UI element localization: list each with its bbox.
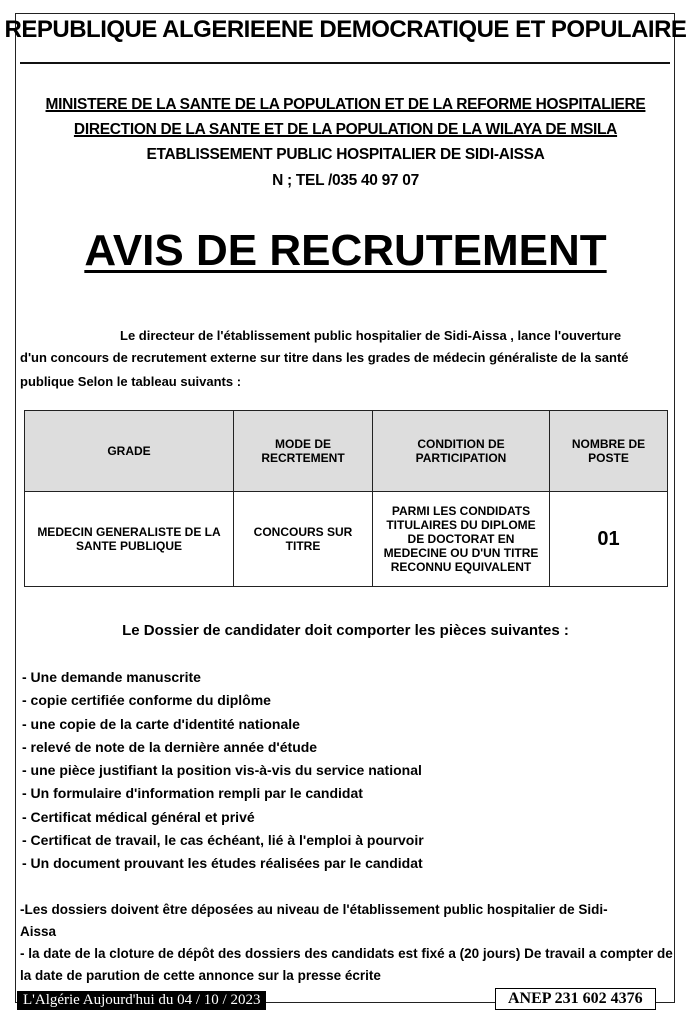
list-item: - Un formulaire d'information rempli par le candidat <box>22 785 363 802</box>
list-item: - Un document prouvant les études réalisées par le candidat <box>22 855 423 872</box>
establishment-line: ETABLISSEMENT PUBLIC HOSPITALIER DE SIDI-AISSA <box>146 146 545 163</box>
table-row <box>25 492 668 587</box>
list-item: - Certificat médical général et privé <box>22 808 255 825</box>
list-item: - Certificat de travail, le cas échéant, lié à l'emploi à pourvoir <box>22 832 424 849</box>
list-item: - une pièce justifiant la position vis-à-vis du service national <box>22 762 422 779</box>
page-title: AVIS DE RECRUTEMENT <box>84 226 607 275</box>
header-grade: GRADE <box>25 411 234 492</box>
table-header-row <box>25 411 668 492</box>
direction-line: DIRECTION DE LA SANTE ET DE LA POPULATION DE LA WILAYA DE MSILA <box>73 121 618 138</box>
cell-condition: PARMI LES CONDIDATS TITULAIRES DU DIPLOME DE DOCTORAT EN MEDECINE OU D'UN TITRE RECONNU EQUIVALENT <box>373 492 550 587</box>
deposit-note: -Les dossiers doivent être déposées au niveau de l'établissement public hospitalier de Sidi-Aissa <box>20 902 608 939</box>
intro-line-1: Le directeur de l'établissement public hospitalier de Sidi-Aissa , lance l'ouverture <box>120 328 622 343</box>
header-count: NOMBRE DE POSTE <box>550 411 668 492</box>
deadline-note: - la date de la cloture de dépôt des dossiers des candidats est fixé a (20 jours) De travail a compter de la date de parution de cette annonce sur la presse écrite <box>20 946 673 983</box>
recruitment-table <box>24 410 668 587</box>
list-item: - Une demande manuscrite <box>22 669 201 685</box>
header-divider <box>20 62 670 64</box>
header-condition: CONDITION DE PARTICIPATION <box>373 411 550 492</box>
cell-mode: CONCOURS SUR TITRE <box>234 492 373 587</box>
republic-title: REPUBLIQUE ALGERIEENE DEMOCRATIQUE ET POPULAIRE <box>4 16 687 43</box>
list-item: - relevé de note de la dernière année d'étude <box>22 738 318 755</box>
intro-line-3: publique Selon le tableau suivants : <box>20 374 242 389</box>
dossier-list <box>22 666 424 876</box>
header-mode: MODE DE RECRTEMENT <box>234 411 373 492</box>
ministry-line: MINISTERE DE LA SANTE DE LA POPULATION ET DE LA REFORME HOSPITALIERE <box>45 96 646 113</box>
list-item: - copie certifiée conforme du diplôme <box>22 692 271 709</box>
list-item: - une copie de la carte d'identité nationale <box>22 715 300 732</box>
anep-reference: ANEP 231 602 4376 <box>495 988 656 1010</box>
cell-count: 01 <box>550 492 668 587</box>
journal-label: L'Algérie Aujourd'hui du 04 / 10 / 2023 <box>17 991 266 1010</box>
phone-line: N ; TEL /035 40 97 07 <box>272 172 419 189</box>
intro-line-2: d'un concours de recrutement externe sur titre dans les grades de médecin généraliste de la santé <box>20 350 629 365</box>
cell-grade: MEDECIN GENERALISTE DE LA SANTE PUBLIQUE <box>25 492 234 587</box>
dossier-heading: Le Dossier de candidater doit comporter les pièces suivantes : <box>122 622 569 639</box>
